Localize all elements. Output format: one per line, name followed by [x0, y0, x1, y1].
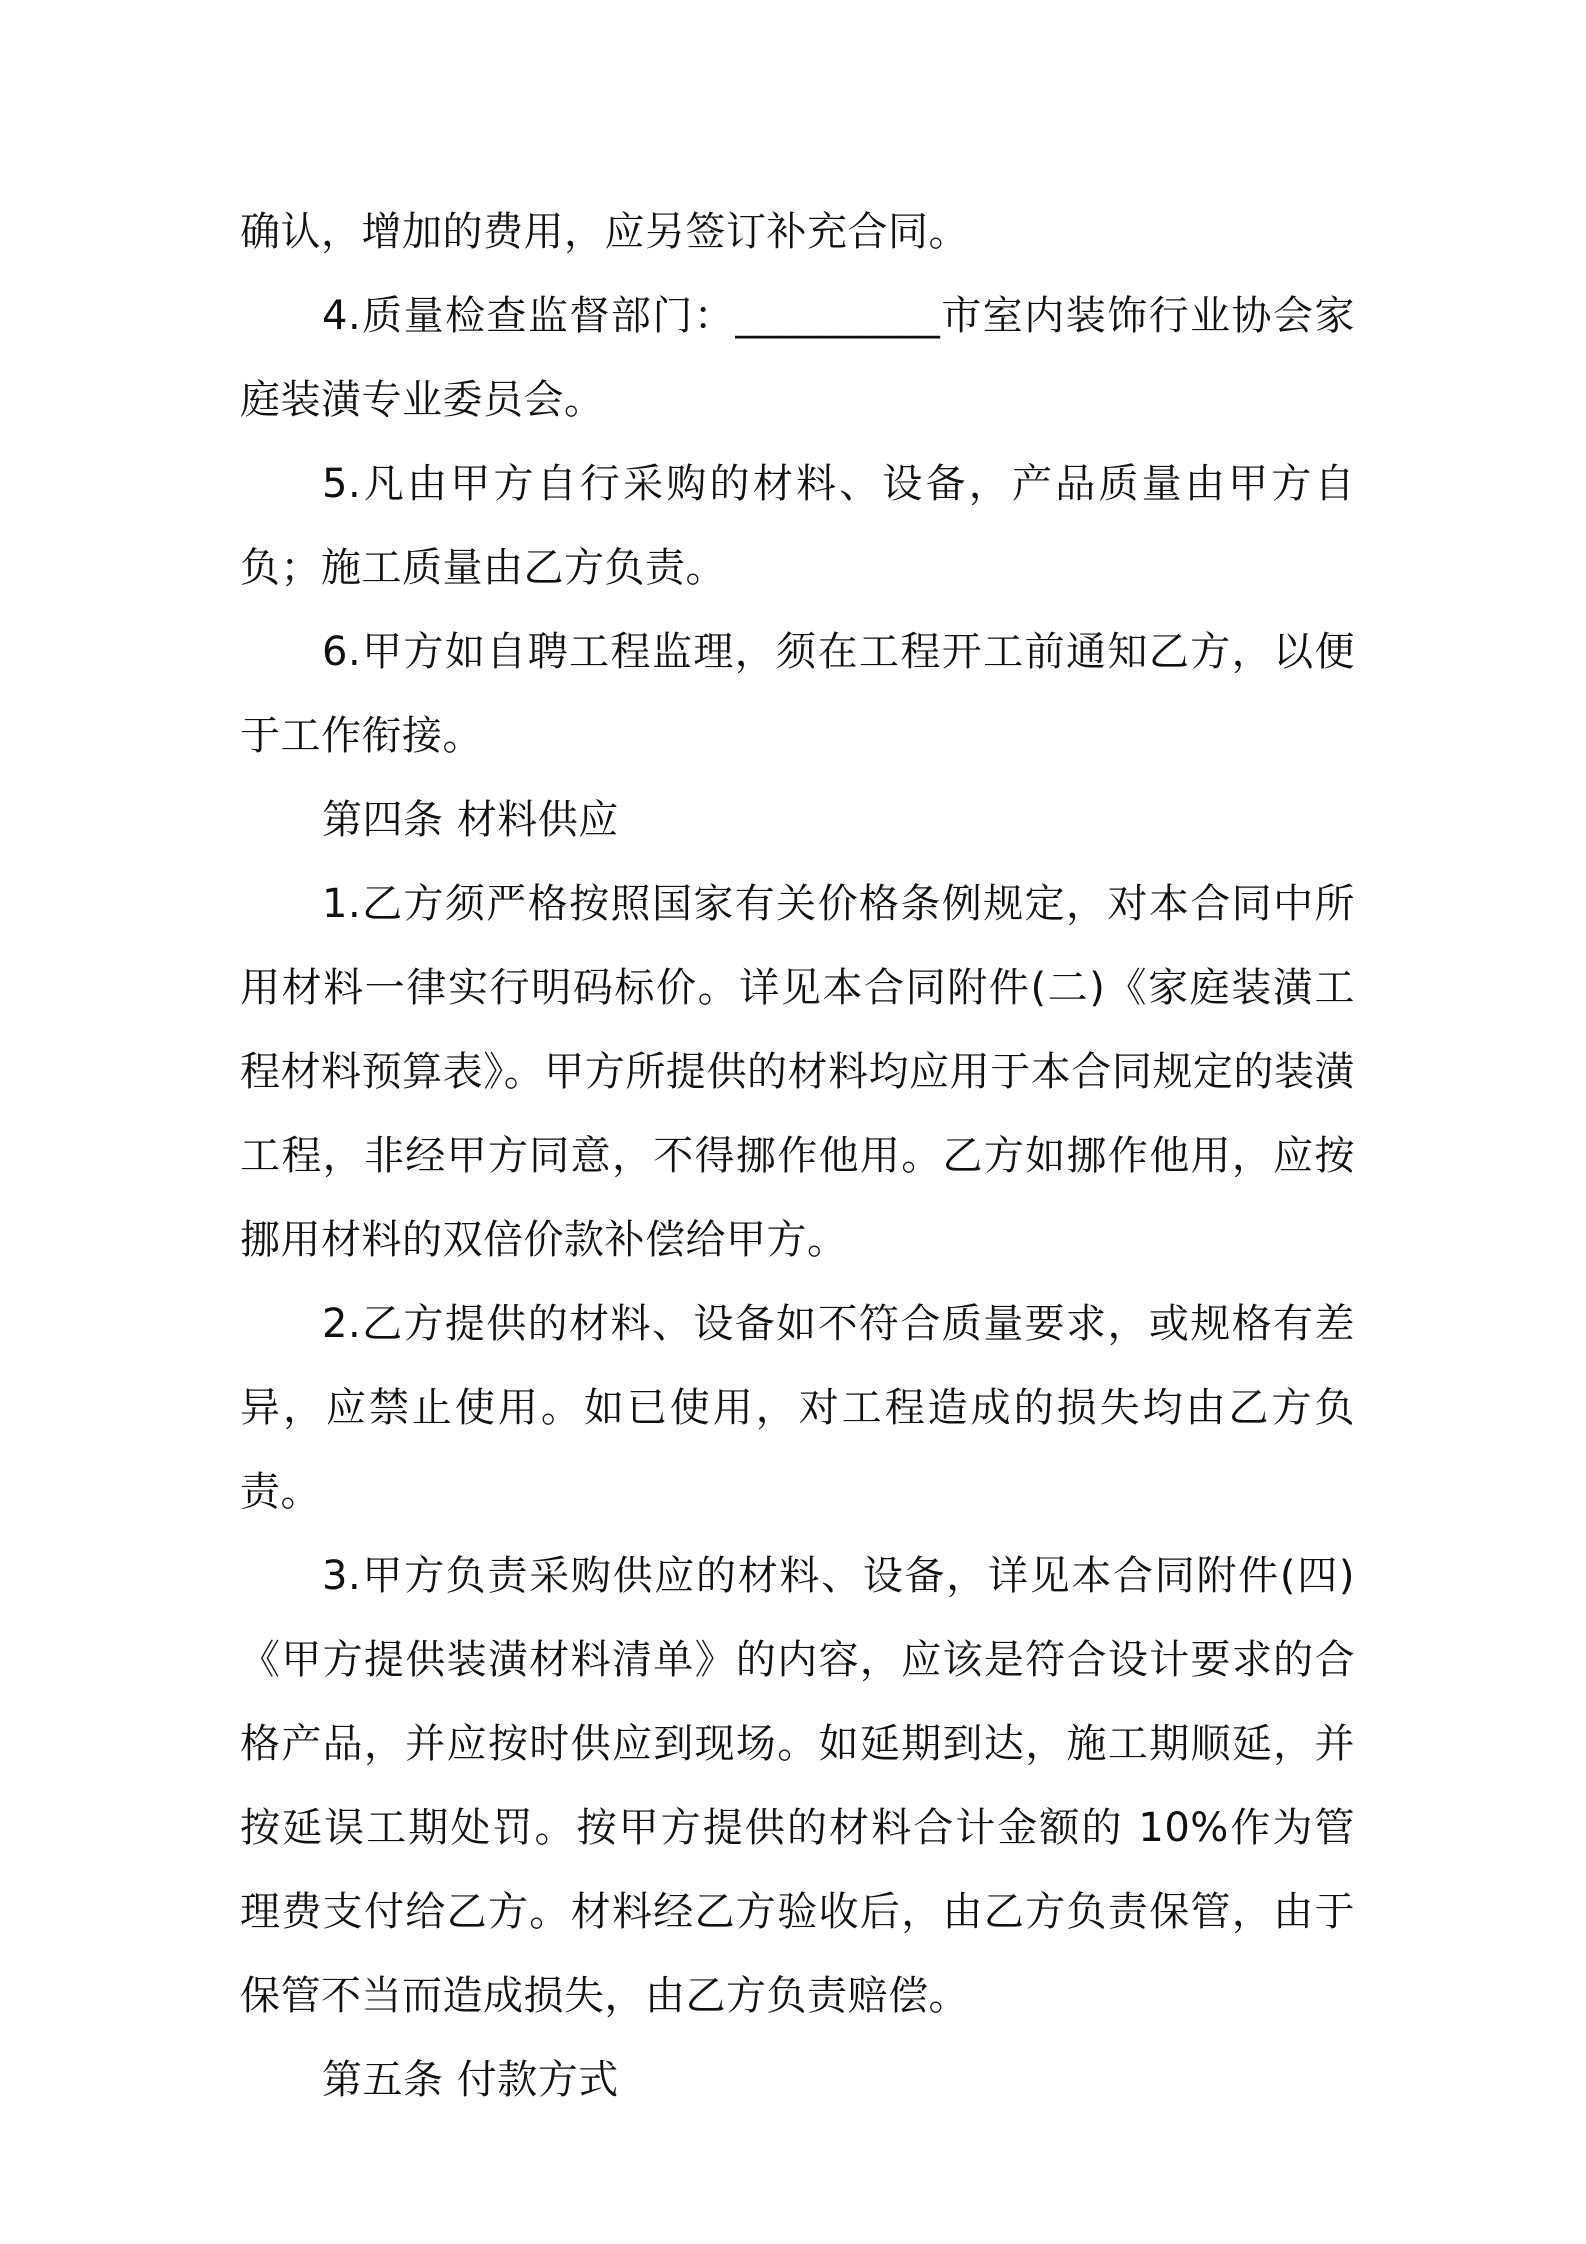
paragraph-clause-4-2: 2.乙方提供的材料、设备如不符合质量要求，或规格有差异，应禁止使用。如已使用，对工程造成的损失均由乙方负责。	[240, 1301, 1355, 1515]
paragraph-clause-3-6: 6.甲方如自聘工程监理，须在工程开工前通知乙方，以便于工作衔接。	[240, 629, 1355, 759]
paragraph-clause-3-4: 4.质量检查监督部门：__________市室内装饰行业协会家庭装潢专业委员会。	[240, 293, 1355, 423]
paragraph-continuation: 确认，增加的费用，应另签订补充合同。	[240, 209, 969, 255]
document-body	[240, 190, 1355, 2122]
section-heading-article-5: 第五条 付款方式	[322, 2057, 619, 2103]
paragraph-clause-4-3: 3.甲方负责采购供应的材料、设备，详见本合同附件(四)《甲方提供装潢材料清单》的内容，应该是符合设计要求的合格产品，并应按时供应到现场。如延期到达，施工期顺延，并按延误工期处罚。按甲方提供的材料合计金额的 10%作为管理费支付给乙方。材料经乙方验收后，由乙方负责保管，由于保管不当而造成损失，由乙方负责赔偿。	[240, 1553, 1355, 2019]
section-heading-article-4: 第四条 材料供应	[322, 797, 619, 843]
paragraph-clause-3-5: 5.凡由甲方自行采购的材料、设备，产品质量由甲方自负；施工质量由乙方负责。	[240, 461, 1355, 591]
paragraph-clause-4-1: 1.乙方须严格按照国家有关价格条例规定，对本合同中所用材料一律实行明码标价。详见本合同附件(二)《家庭装潢工程材料预算表》。甲方所提供的材料均应用于本合同规定的装潢工程，非经甲方同意，不得挪作他用。乙方如挪作他用，应按挪用材料的双倍价款补偿给甲方。	[240, 881, 1355, 1263]
